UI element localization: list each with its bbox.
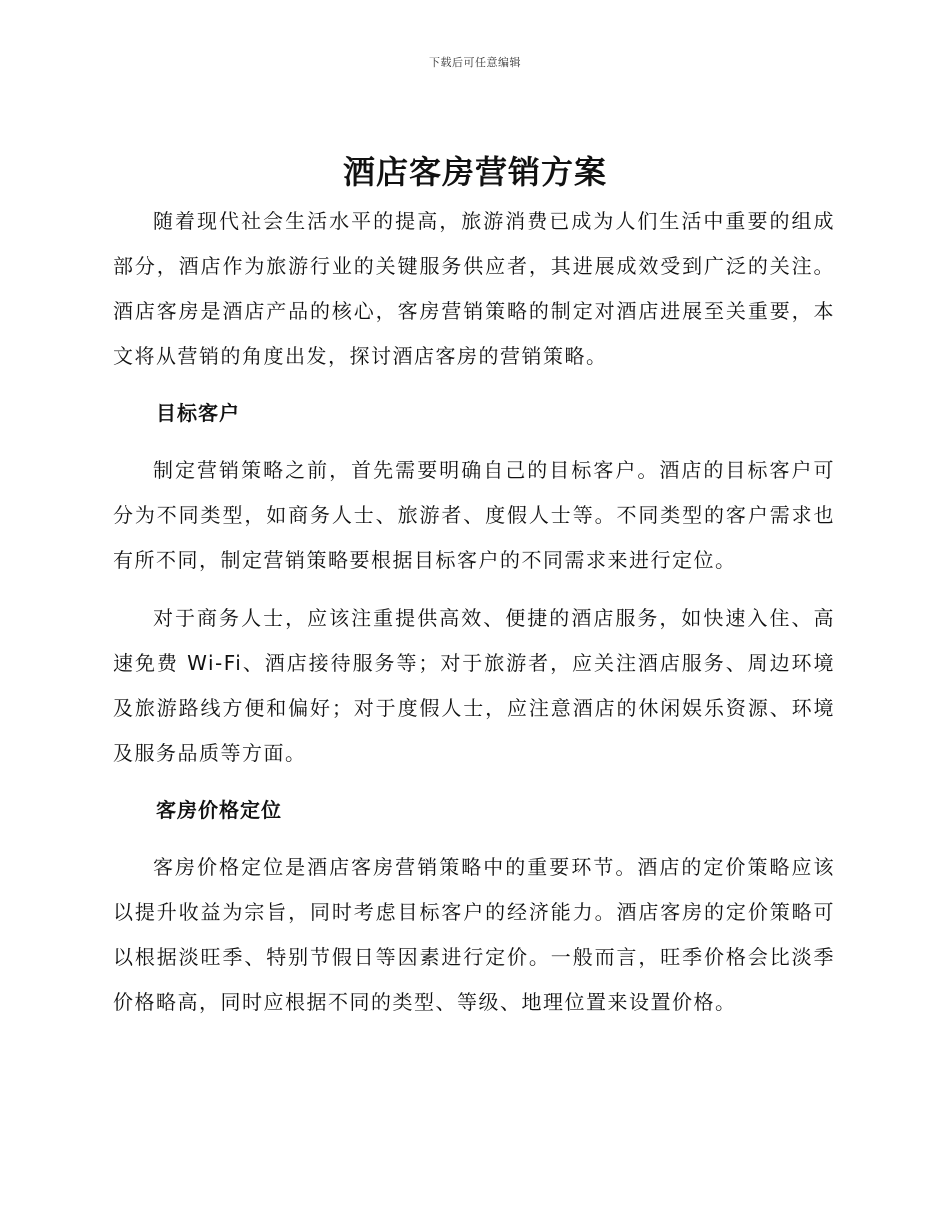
section-heading-target-customers: 目标客户: [156, 401, 240, 425]
paragraph-block: [113, 845, 835, 1025]
body-paragraph: 制定营销策略之前，首先需要明确自己的目标客户。酒店的目标客户可分为不同类型，如商务人士、旅游者、度假人士等。不同类型的客户需求也有所不同，制定营销策略要根据目标客户的不同需求来进行定位。: [113, 458, 835, 572]
body-paragraph: 客房价格定位是酒店客房营销策略中的重要环节。酒店的定价策略应该以提升收益为宗旨，同时考虑目标客户的经济能力。酒店客房的定价策略可以根据淡旺季、特别节假日等因素进行定价。一般而言，旺季价格会比淡季价格略高，同时应根据不同的类型、等级、地理位置来设置价格。: [113, 855, 835, 1014]
section-heading-block: [113, 788, 835, 833]
intro-paragraph: 随着现代社会生活水平的提高，旅游消费已成为人们生活中重要的组成部分，酒店作为旅游行业的关键服务供应者，其进展成效受到广泛的关注。酒店客房是酒店产品的核心，客房营销策略的制定对酒店进展至关重要，本文将从营销的角度出发，探讨酒店客房的营销策略。: [113, 209, 835, 368]
paragraph-block: [113, 596, 835, 776]
section-heading-room-pricing: 客房价格定位: [156, 798, 282, 822]
intro-paragraph-block: [113, 199, 835, 379]
section-heading-block: [113, 391, 835, 436]
header-note: 下载后可任意编辑: [429, 56, 521, 69]
paragraph-block: [113, 448, 835, 583]
body-paragraph: 对于商务人士，应该注重提供高效、便捷的酒店服务，如快速入住、高速免费 Wi-Fi、酒店接待服务等；对于旅游者，应关注酒店服务、周边环境及旅游路线方便和偏好；对于度假人士，应注意酒店的休闲娱乐资源、环境及服务品质等方面。: [113, 606, 835, 765]
document-title: 酒店客房营销方案: [342, 153, 607, 191]
